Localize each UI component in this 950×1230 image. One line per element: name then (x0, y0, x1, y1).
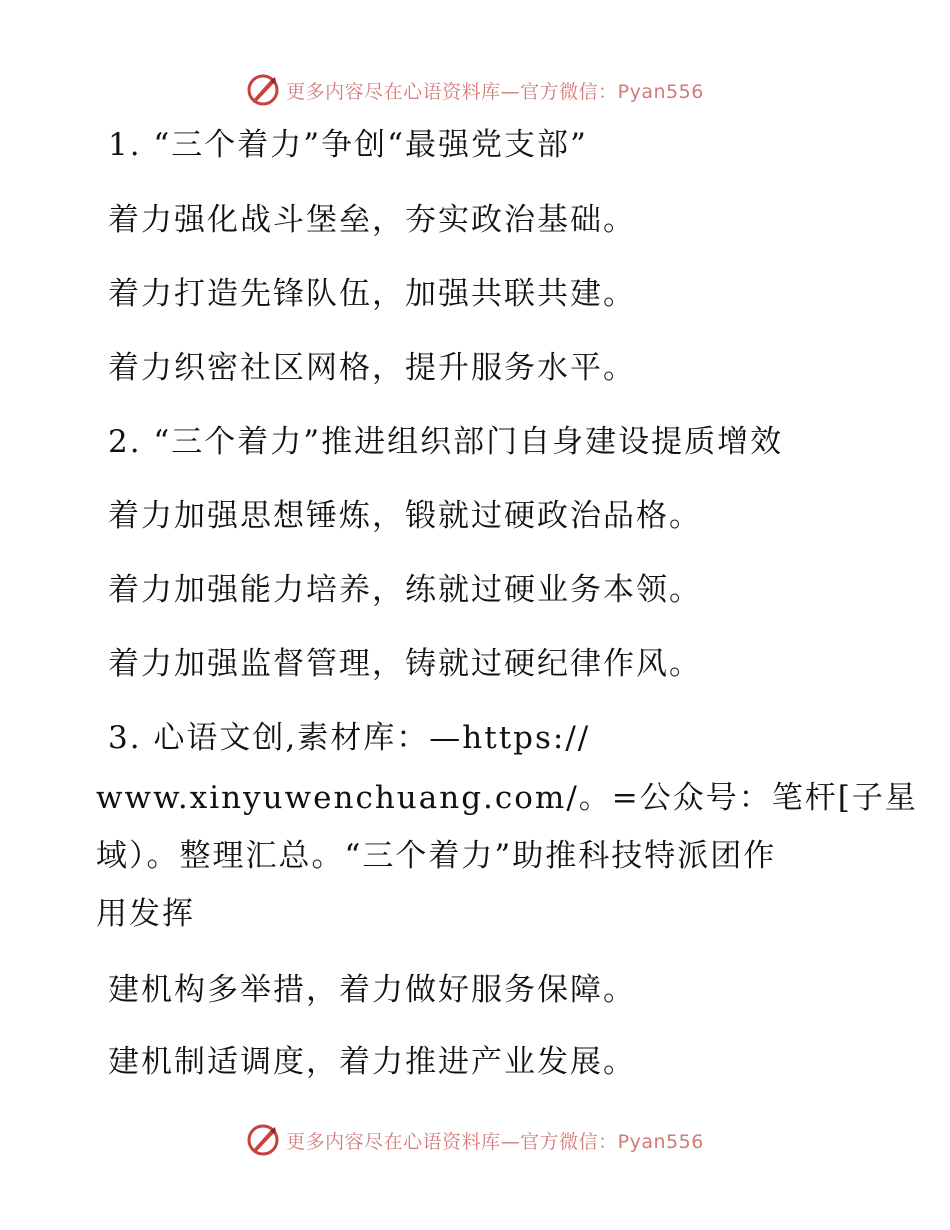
quill-seal-logo-icon (246, 1123, 280, 1157)
section-1-heading: 1. “三个着力”争创“最强党支部” (108, 127, 588, 163)
section-3-heading-line-2: www.xinyuwenchuang.com/。=公众号：笔杆[子星 (96, 780, 918, 816)
section-1-item-1: 着力强化战斗堡垒，夯实政治基础。 (108, 202, 636, 238)
section-1-item-3: 着力织密社区网格，提升服务水平。 (108, 350, 636, 386)
section-2-item-3: 着力加强监督管理，铸就过硬纪律作风。 (108, 646, 702, 682)
section-3-heading-line-4: 用发挥 (96, 896, 195, 932)
section-1-item-2: 着力打造先锋队伍，加强共联共建。 (108, 276, 636, 312)
section-2-heading: 2. “三个着力”推进组织部门自身建设提质增效 (108, 424, 784, 460)
footer-watermark (0, 1120, 950, 1160)
watermark-text: 更多内容尽在心语资料库—官方微信：Pyan556 (286, 80, 704, 103)
section-2-item-2: 着力加强能力培养，练就过硬业务本领。 (108, 572, 702, 608)
section-3-item-1: 建机构多举措，着力做好服务保障。 (108, 972, 636, 1008)
section-2-item-1: 着力加强思想锤炼，锻就过硬政治品格。 (108, 498, 702, 534)
section-3-heading-line-3: 域）。整理汇总。“三个着力”助推科技特派团作 (96, 838, 777, 874)
section-3-heading-line-1: 3. 心语文创,素材库：—https:// (108, 720, 591, 756)
section-3-item-2: 建机制适调度，着力推进产业发展。 (108, 1044, 636, 1080)
watermark-text: 更多内容尽在心语资料库—官方微信：Pyan556 (286, 1130, 704, 1153)
header-watermark (0, 70, 950, 110)
quill-seal-logo-icon (246, 73, 280, 107)
